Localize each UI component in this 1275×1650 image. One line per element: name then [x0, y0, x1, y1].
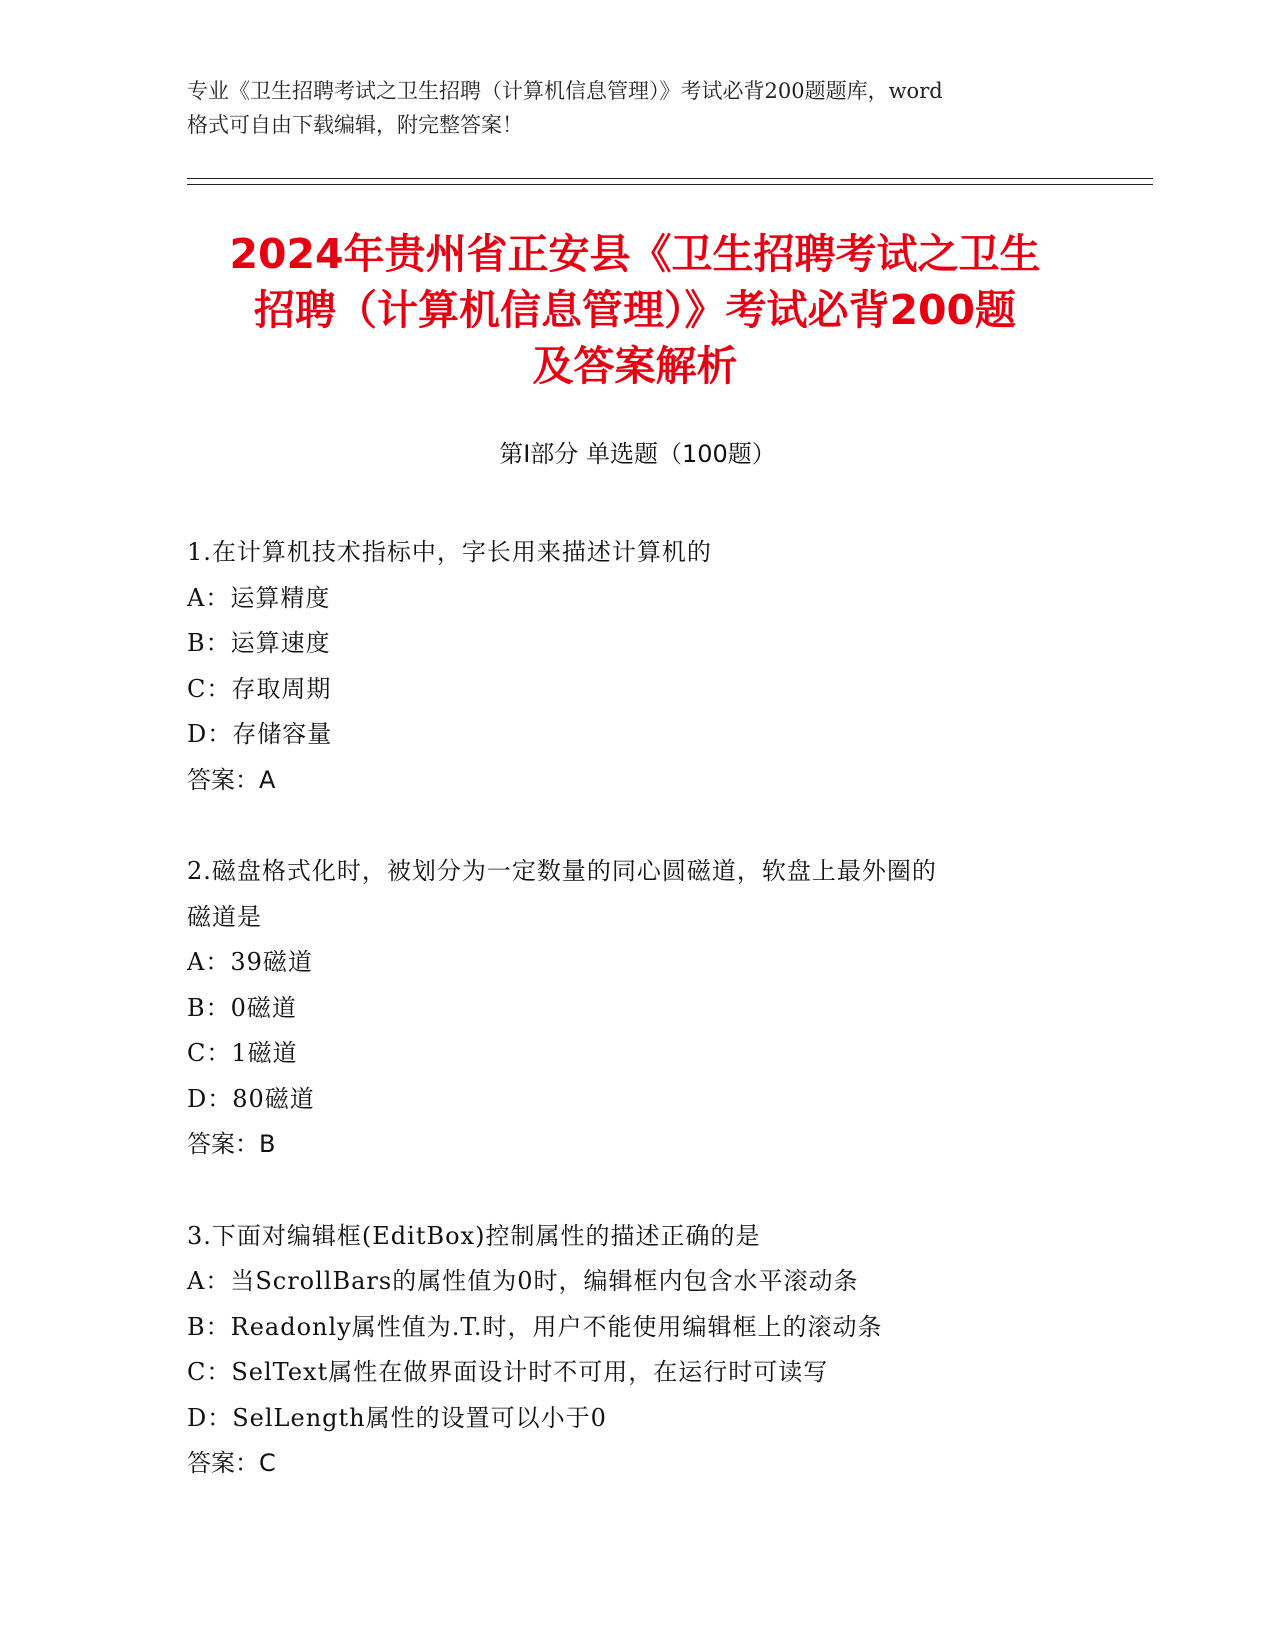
question-stem: 2.磁盘格式化时，被划分为一定数量的同心圆磁道，软盘上最外圈的: [187, 857, 937, 885]
option-c: C：SelText属性在做界面设计时不可用，在运行时可读写: [187, 1358, 829, 1386]
option-d: D：存储容量: [187, 720, 333, 748]
title-line-2: 招聘（计算机信息管理）》考试必背200题: [253, 286, 1017, 334]
intro-text: [187, 74, 1087, 142]
question-list: [187, 530, 1087, 1533]
option-d: D：SelLength属性的设置可以小于0: [187, 1403, 607, 1432]
intro-line-1: 专业《卫生招聘考试之卫生招聘（计算机信息管理）》考试必背200题题库，word: [187, 79, 943, 103]
document-title: [160, 226, 1110, 394]
question-stem: 3.下面对编辑框(EditBox)控制属性的描述正确的是: [187, 1221, 761, 1250]
option-b: B：Readonly属性值为.T.时，用户不能使用编辑框上的滚动条: [187, 1312, 883, 1341]
question-2: [187, 849, 1087, 1168]
question-3: [187, 1214, 1087, 1487]
option-a: A：39磁道: [187, 948, 313, 976]
header-divider-top: [187, 178, 1153, 179]
option-b: B：运算速度: [187, 629, 331, 657]
option-a: A：运算精度: [187, 583, 331, 612]
answer-label: 答案：A: [187, 765, 276, 794]
option-c: C：存取周期: [187, 674, 332, 703]
answer-label: 答案：B: [187, 1130, 276, 1158]
section-heading: 第I部分 单选题（100题）: [499, 440, 776, 468]
option-a: A：当ScrollBars的属性值为0时，编辑框内包含水平滚动条: [187, 1267, 859, 1295]
option-b: B：0磁道: [187, 993, 297, 1022]
answer-label: 答案：C: [187, 1449, 276, 1477]
option-d: D：80磁道: [187, 1084, 315, 1113]
intro-line-2: 格式可自由下载编辑，附完整答案！: [187, 113, 523, 137]
header-divider-bottom: [187, 184, 1153, 185]
question-stem: 1.在计算机技术指标中，字长用来描述计算机的: [187, 538, 712, 566]
title-line-1: 2024年贵州省正安县《卫生招聘考试之卫生: [229, 230, 1041, 278]
question-stem-continued: 磁道是: [187, 902, 262, 931]
question-1: [187, 530, 1087, 803]
title-line-3: 及答案解析: [532, 342, 738, 390]
option-c: C：1磁道: [187, 1039, 298, 1067]
